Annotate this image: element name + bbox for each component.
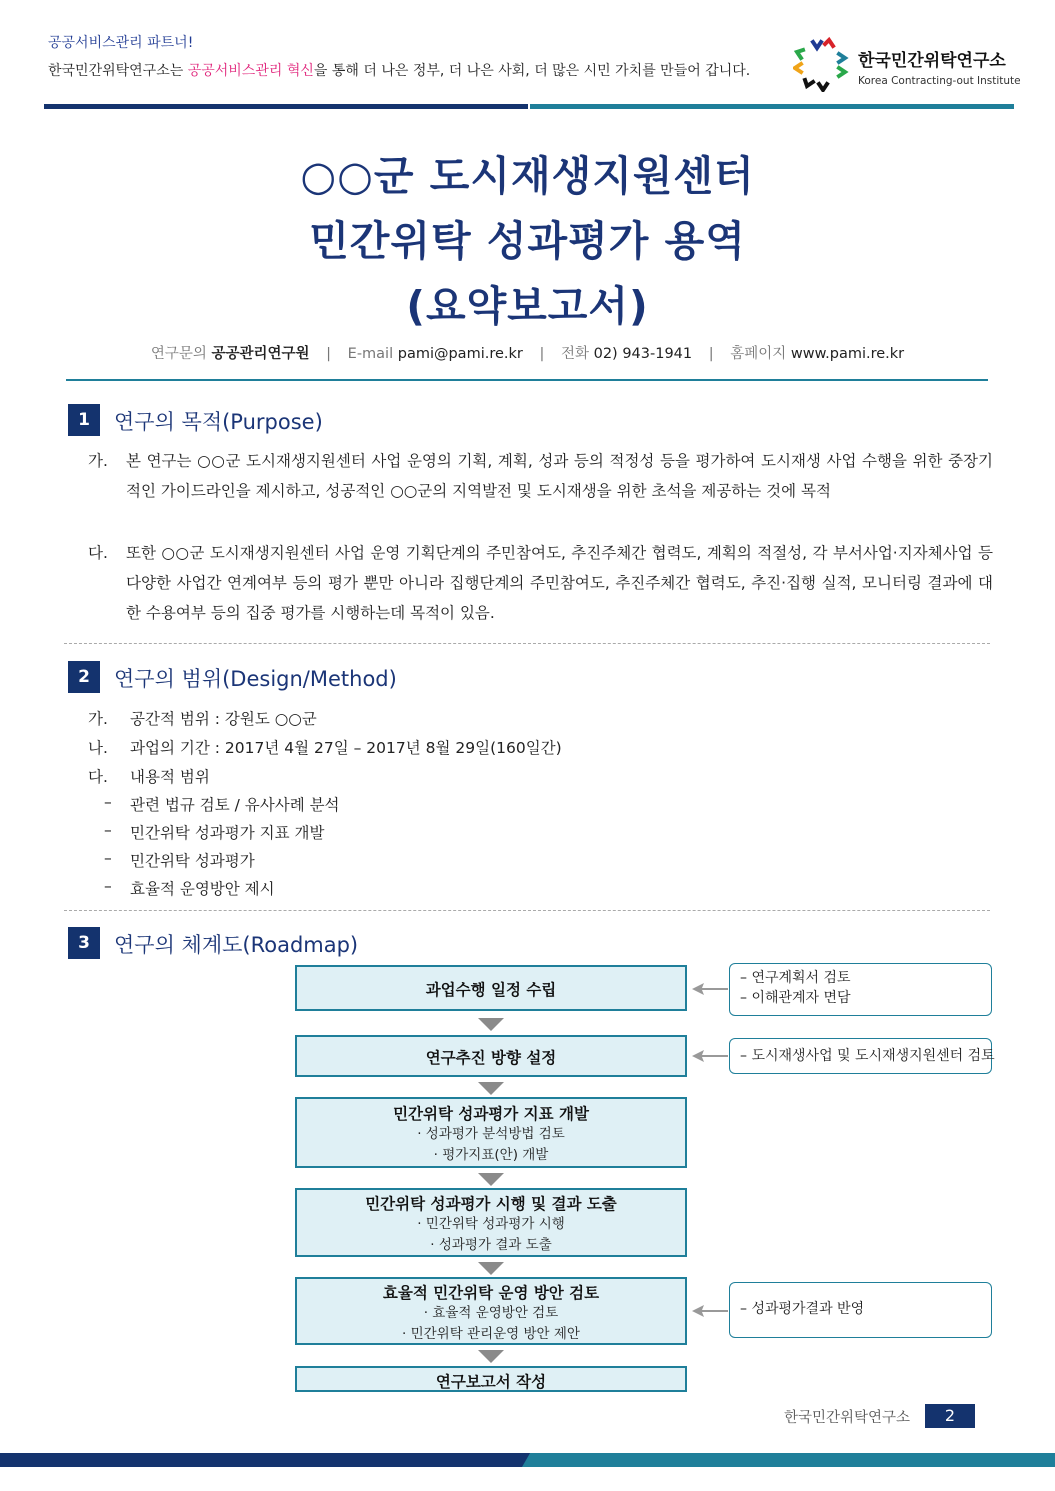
bullet-item: 관련 법규 검토 / 유사사례 분석 — [130, 796, 340, 814]
header-tagline: 공공서비스관리 파트너! — [48, 35, 194, 51]
contact-org-label: 연구문의 — [150, 346, 207, 362]
contact-separator: | — [539, 346, 545, 362]
down-arrow-icon — [478, 1350, 504, 1363]
section-3-number: 3 — [68, 927, 100, 959]
contact-separator: | — [708, 346, 714, 362]
bullet-item: 민간위탁 성과평가 — [130, 852, 255, 870]
logo-korean-name: 한국민간위탁연구소 — [858, 51, 1006, 71]
item-marker: 가. — [88, 452, 108, 470]
footer-org: 한국민간위탁연구소 — [784, 1410, 911, 1426]
step-title: 연구보고서 작성 — [435, 1373, 547, 1391]
step-sub: · 민간위탁 관리운영 방안 제안 — [402, 1326, 580, 1342]
step-sub: · 효율적 운영방안 검토 — [423, 1305, 559, 1321]
roadmap-step-1 — [295, 965, 687, 1011]
contact-org: 공공관리연구원 — [211, 346, 310, 362]
roadmap-step-2 — [295, 1035, 687, 1077]
bullet-marker: – — [104, 849, 112, 867]
footer-band-navy — [0, 1453, 540, 1467]
section-2-item-1: 공간적 범위 : 강원도 ○○군 — [130, 710, 317, 728]
section-divider — [64, 910, 990, 911]
title-rule — [66, 379, 988, 381]
mission-post: 을 통해 더 나은 정부, 더 나은 사회, 더 많은 시민 가치를 만들어 갑니다. — [313, 63, 751, 79]
section-1-item-2 — [88, 538, 993, 628]
bullet-item: 민간위탁 성과평가 지표 개발 — [130, 824, 325, 842]
header-mission — [48, 60, 750, 80]
title-line-2: 민간위탁 성과평가 용역 — [309, 217, 746, 265]
roadmap-note-3 — [729, 1282, 992, 1338]
section-2-number: 2 — [68, 661, 100, 693]
section-2-item-2: 과업의 기간 : 2017년 4월 27일 – 2017년 8월 29일(160일간) — [130, 739, 562, 757]
contact-phone-label: 전화 — [560, 346, 589, 362]
contact-separator: | — [326, 346, 332, 362]
step-sub: · 성과평가 분석방법 검토 — [417, 1126, 565, 1142]
section-1-title: 연구의 목적(Purpose) — [114, 410, 323, 434]
step-title: 과업수행 일정 수립 — [425, 981, 557, 999]
logo-english-name: Korea Contracting-out Institute — [858, 75, 1021, 87]
down-arrow-icon — [478, 1262, 504, 1275]
note-line: – 연구계획서 검토 — [740, 970, 851, 986]
note-line: – 도시재생사업 및 도시재생지원센터 검토 — [740, 1048, 995, 1064]
step-title: 연구추진 방향 설정 — [425, 1049, 557, 1067]
left-arrow-icon — [692, 1049, 728, 1063]
down-arrow-icon — [478, 1173, 504, 1186]
item-text: 또한 ○○군 도시재생지원센터 사업 운영 기획단계의 주민참여도, 추진주체간 협력도, 계획의 적절성, 각 부서사업·지자체사업 등 다양한 사업간 연계여부 등의 평가 뿐만 아니라 집행단계의 주민참여도, 추진주체간 협력도, 추진·집행 실적, 모니터링 결과에 대한 수용여부 등의 집중 평가를 시행하는데 목적이 있음. — [126, 544, 993, 622]
step-sub: · 성과평가 결과 도출 — [430, 1237, 552, 1253]
section-1-number: 1 — [68, 404, 100, 436]
left-arrow-icon — [692, 982, 728, 996]
item-text: 본 연구는 ○○군 도시재생지원센터 사업 운영의 기획, 계획, 성과 등의 적정성 등을 평가하여 도시재생 사업 수행을 위한 중장기적인 가이드라인을 제시하고, 성공적인 ○○군의 지역발전 및 도시재생을 위한 초석을 제공하는 것에 목적 — [126, 452, 993, 500]
mission-highlight: 공공서비스관리 혁신 — [187, 63, 314, 79]
section-divider — [64, 643, 990, 644]
roadmap-step-4 — [295, 1188, 687, 1257]
page-number: 2 — [925, 1404, 975, 1428]
step-title: 민간위탁 성과평가 지표 개발 — [393, 1105, 589, 1123]
left-arrow-icon — [692, 1304, 728, 1318]
contact-email: pami@pami.re.kr — [397, 346, 523, 362]
title-line-1: ○○군 도시재생지원센터 — [300, 152, 755, 200]
footer-band-teal — [522, 1453, 1055, 1467]
step-title: 민간위탁 성과평가 시행 및 결과 도출 — [365, 1195, 617, 1213]
header-rule-teal — [530, 104, 1014, 109]
section-2-marker-1: 가. — [88, 710, 108, 728]
roadmap-note-1 — [729, 963, 992, 1016]
contact-email-label: E-mail — [347, 346, 394, 362]
roadmap-step-3 — [295, 1097, 687, 1168]
contact-phone: 02) 943-1941 — [593, 346, 693, 362]
step-sub: · 민간위탁 성과평가 시행 — [417, 1216, 565, 1232]
down-arrow-icon — [478, 1082, 504, 1095]
section-2-title: 연구의 범위(Design/Method) — [114, 667, 397, 691]
institute-logo-icon — [793, 36, 849, 92]
contact-home-label: 홈페이지 — [730, 346, 787, 362]
down-arrow-icon — [478, 1018, 504, 1031]
title-line-3: (요약보고서) — [406, 282, 649, 330]
roadmap-note-2 — [729, 1038, 995, 1074]
contact-info — [0, 342, 1055, 363]
roadmap-step-6 — [295, 1366, 687, 1392]
section-2-item-3: 내용적 범위 — [130, 768, 210, 786]
contact-homepage: www.pami.re.kr — [790, 346, 905, 362]
section-2-marker-2: 나. — [88, 739, 108, 757]
note-line: – 성과평가결과 반영 — [740, 1301, 865, 1317]
mission-pre: 한국민간위탁연구소는 — [48, 63, 188, 79]
roadmap-step-5 — [295, 1277, 687, 1345]
note-line: – 이해관계자 면담 — [740, 990, 851, 1006]
section-1-item-1 — [88, 446, 993, 506]
bullet-marker: – — [104, 821, 112, 839]
header-rule-navy — [44, 104, 528, 109]
bullet-marker: – — [104, 877, 112, 895]
step-title: 효율적 민간위탁 운영 방안 검토 — [382, 1284, 600, 1302]
section-3-title: 연구의 체계도(Roadmap) — [114, 933, 359, 957]
item-marker: 다. — [88, 544, 108, 562]
bullet-marker: – — [104, 793, 112, 811]
step-sub: · 평가지표(안) 개발 — [433, 1147, 549, 1163]
section-2-marker-3: 다. — [88, 768, 108, 786]
bullet-item: 효율적 운영방안 제시 — [130, 880, 275, 898]
